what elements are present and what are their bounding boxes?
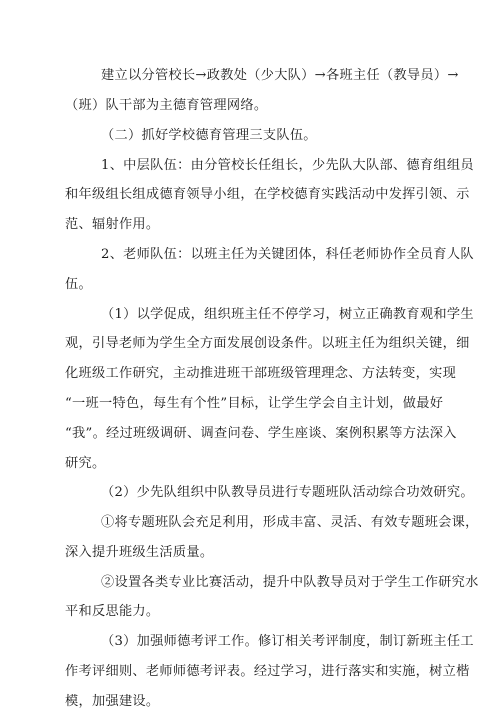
text-line: ①将专题班队会充足利用，形成丰富、灵活、有效专题班会课， [101,515,479,530]
text-line: （3）加强师德考评工作。修订相关考评制度，制订新班主任工 [101,634,474,649]
text-line: 2、老师队伍：以班主任为关键团体，科任老师协作全员育人队 [101,247,474,262]
text-line: （二）抓好学校德育管理三支队伍。 [101,128,317,143]
text-line: 范、辐射作用。 [65,217,160,232]
text-line: 深入提升班级生活质量。 [65,545,214,560]
text-line: （1）以学促成，组织班主任不停学习，树立正确教育观和学生 [101,307,474,322]
text-line: 化班级工作研究，主动推进班干部班级管理理念、方法转变，实现 [65,366,457,381]
text-line: 观，引导老师为学生全方面发展创设条件。以班主任为组织关键，细 [65,336,470,351]
text-line: （班）队干部为主德育管理网络。 [65,98,268,113]
text-line: 伍。 [65,277,92,292]
text-line: “我”。经过班级调研、调查问卷、学生座谈、案例积累等方法深入 [65,426,457,441]
text-line: 研究。 [65,456,106,471]
text-line: “一班一特色，每生有个性”目标，让学生学会自主计划，做最好 [65,396,444,411]
text-line: （2）少先队组织中队教导员进行专题班队活动综合功效研究。 [101,485,474,500]
text-line: 平和反思能力。 [65,604,160,619]
text-line: 1、中层队伍：由分管校长任组长，少先队大队部、德育组组员 [101,158,474,173]
text-line: 建立以分管校长→政教处（少大队）→各班主任（教导员）→ [101,68,459,83]
text-line: 和年级组长组成德育领导小组，在学校德育实践活动中发挥引领、示 [65,187,470,202]
text-line: 作考评细则、老师师德考评表。经过学习，进行落实和实施，树立楷 [65,664,470,679]
text-line: 模，加强建设。 [65,694,160,709]
text-line: ②设置各类专业比赛活动，提升中队教导员对于学生工作研究水 [101,575,479,590]
